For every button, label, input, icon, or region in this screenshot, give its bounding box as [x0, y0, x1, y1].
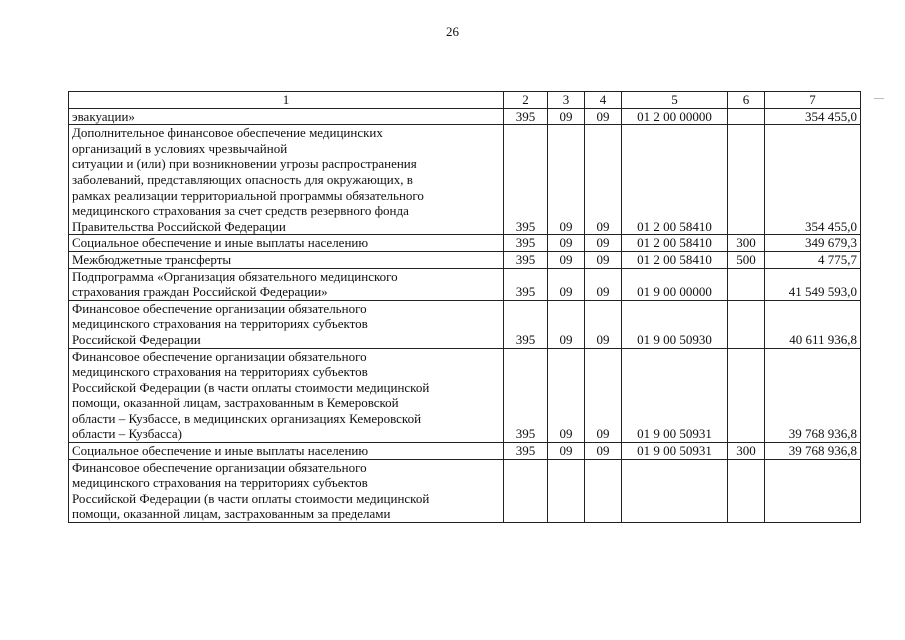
cell-admin-code: 395: [504, 235, 548, 252]
cell-target-article: 01 2 00 58410: [622, 235, 728, 252]
table-row: [69, 235, 861, 252]
cell-target-article: 01 2 00 00000: [622, 108, 728, 125]
cell-amount: 40 611 936,8: [765, 300, 861, 348]
cell-target-article: 01 9 00 50930: [622, 300, 728, 348]
header-cell-amount: 7: [765, 92, 861, 109]
cell-amount: 4 775,7: [765, 251, 861, 268]
cell-expense-type: [728, 300, 765, 348]
header-cell-admin-code: 2: [504, 92, 548, 109]
cell-expense-type: 500: [728, 251, 765, 268]
cell-name: Социальное обеспечение и иные выплаты населению: [69, 235, 504, 252]
cell-expense-type: [728, 459, 765, 522]
cell-section: 09: [548, 348, 585, 443]
cell-admin-code: 395: [504, 300, 548, 348]
table-row: [69, 251, 861, 268]
cell-subsection: 09: [585, 300, 622, 348]
cell-amount: 41 549 593,0: [765, 268, 861, 300]
cell-subsection: 09: [585, 235, 622, 252]
cell-name: Финансовое обеспечение организации обязательного медицинского страхования на территориях субъектов Российской Федерации: [69, 300, 504, 348]
cell-section: 09: [548, 235, 585, 252]
cell-name: Дополнительное финансовое обеспечение медицинских организаций в условиях чрезвычайной ситуации и (или) при возникновении угрозы распространения заболеваний, представляющих опасность для окружающих, в рамках реализации территориальной программы обязательного медицинского страхования за счет средств резервного фонда Правительства Российской Федерации: [69, 125, 504, 235]
cell-subsection: 09: [585, 268, 622, 300]
cell-target-article: 01 2 00 58410: [622, 251, 728, 268]
cell-amount: 354 455,0: [765, 108, 861, 125]
cell-expense-type: [728, 125, 765, 235]
table-row: [69, 300, 861, 348]
cell-subsection: 09: [585, 125, 622, 235]
cell-name: Финансовое обеспечение организации обязательного медицинского страхования на территориях субъектов Российской Федерации (в части оплаты стоимости медицинской помощи, оказанной лицам, застрахованным в Кемеровской области – Кузбассе, в медицинских организациях Кемеровской области – Кузбасса): [69, 348, 504, 443]
cell-section: 09: [548, 251, 585, 268]
cell-name: Межбюджетные трансферты: [69, 251, 504, 268]
table-row: [69, 459, 861, 522]
cell-admin-code: 395: [504, 125, 548, 235]
cell-admin-code: 395: [504, 348, 548, 443]
cell-expense-type: 300: [728, 443, 765, 460]
table-header-row: [69, 92, 861, 109]
cell-target-article: 01 9 00 00000: [622, 268, 728, 300]
cell-name: Финансовое обеспечение организации обязательного медицинского страхования на территориях субъектов Российской Федерации (в части оплаты стоимости медицинской помощи, оказанной лицам, застрахованным за пределами: [69, 459, 504, 522]
cell-name: Социальное обеспечение и иные выплаты населению: [69, 443, 504, 460]
cell-target-article: 01 9 00 50931: [622, 443, 728, 460]
cell-amount: [765, 459, 861, 522]
cell-amount: 39 768 936,8: [765, 348, 861, 443]
header-cell-expense-type: 6: [728, 92, 765, 109]
cell-subsection: 09: [585, 348, 622, 443]
cell-section: [548, 459, 585, 522]
table-row: [69, 268, 861, 300]
table-row: [69, 108, 861, 125]
cell-name: эвакуации»: [69, 108, 504, 125]
cell-section: 09: [548, 300, 585, 348]
cell-amount: 354 455,0: [765, 125, 861, 235]
cell-target-article: [622, 459, 728, 522]
header-cell-name: 1: [69, 92, 504, 109]
cell-expense-type: 300: [728, 235, 765, 252]
header-cell-subsection: 4: [585, 92, 622, 109]
cell-target-article: 01 2 00 58410: [622, 125, 728, 235]
budget-table: [68, 91, 861, 523]
header-cell-section: 3: [548, 92, 585, 109]
cell-target-article: 01 9 00 50931: [622, 348, 728, 443]
cell-amount: 39 768 936,8: [765, 443, 861, 460]
cell-expense-type: [728, 348, 765, 443]
page-number: 26: [446, 24, 459, 39]
cell-section: 09: [548, 443, 585, 460]
cell-expense-type: [728, 108, 765, 125]
cell-subsection: 09: [585, 108, 622, 125]
table-row: [69, 443, 861, 460]
cell-admin-code: [504, 459, 548, 522]
cell-name: Подпрограмма «Организация обязательного медицинского страхования граждан Российской Федерации»: [69, 268, 504, 300]
header-cell-target-article: 5: [622, 92, 728, 109]
table-row: [69, 125, 861, 235]
table-row: [69, 348, 861, 443]
cell-subsection: 09: [585, 443, 622, 460]
cell-admin-code: 395: [504, 251, 548, 268]
cell-section: 09: [548, 108, 585, 125]
cell-expense-type: [728, 268, 765, 300]
cell-subsection: [585, 459, 622, 522]
cell-section: 09: [548, 125, 585, 235]
cell-admin-code: 395: [504, 443, 548, 460]
cell-admin-code: 395: [504, 108, 548, 125]
cell-admin-code: 395: [504, 268, 548, 300]
scan-edge-mark: [874, 98, 884, 99]
cell-section: 09: [548, 268, 585, 300]
cell-subsection: 09: [585, 251, 622, 268]
cell-amount: 349 679,3: [765, 235, 861, 252]
